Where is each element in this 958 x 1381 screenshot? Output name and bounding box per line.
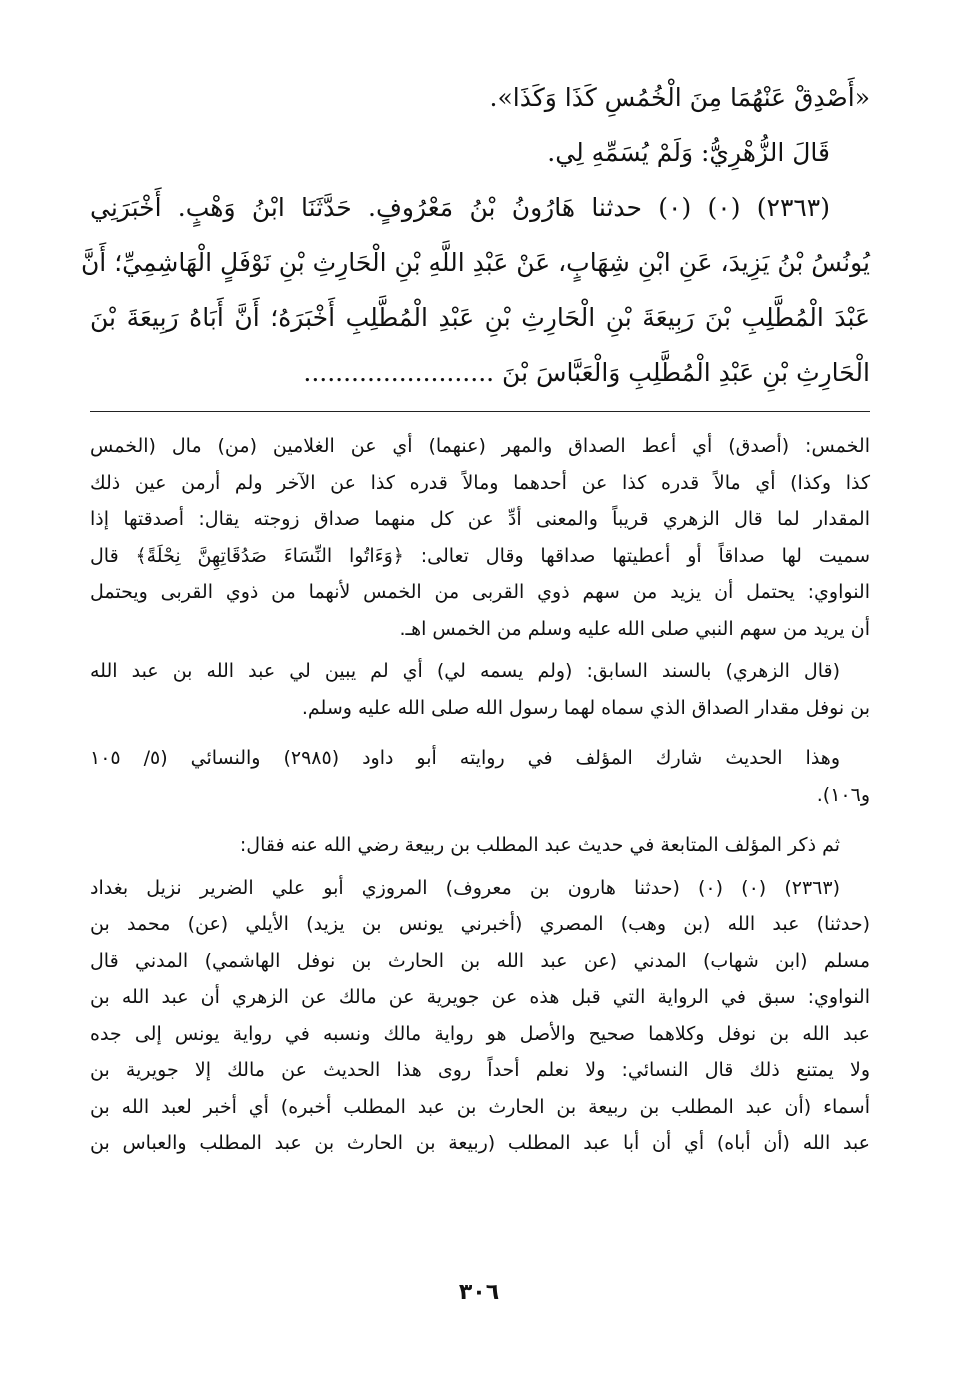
hadith-line: «أَصْدِقْ عَنْهُمَا مِنَ الْخُمُسِ كَذَا وَكَذَا». (489, 83, 870, 112)
commentary-paragraph-3 (90, 740, 870, 813)
commentary-line: ثم ذكر المؤلف المتابعة في حديث عبد المطلب بن ربيعة رضي الله عنه فقال: (239, 834, 840, 856)
commentary-line: بن نوفل مقدار الصداق الذي سماه لهما رسول الله صلى الله عليه وسلم. (301, 696, 870, 719)
commentary-line: عبد الله (أن أباه) أي أن أبا عبد المطلب (ربيعة بن الحارث بن عبد المطلب والعباس بن (90, 1132, 870, 1154)
commentary-line: المقدار لما قال الزهري قريباً والمعنى أدِّ عن كل منهما صداق زوجته يقال: أصدقتها إذا (90, 508, 870, 530)
commentary-line: و١٠٦). (816, 783, 870, 806)
commentary-line: عبد الله بن نوفل وكلاهما صحيح والأصل هو رواية مالك ونسبه في رواية يونس إلى جده (90, 1022, 870, 1045)
section-divider (90, 411, 870, 412)
commentary-line: الخمس: (أصدق) أي أعط الصداق والمهر (عنهما) أي عن الغلامين (من) مال (الخمس (90, 435, 870, 457)
commentary-paragraph-5 (90, 870, 870, 1162)
commentary-paragraph-1 (90, 428, 870, 647)
commentary-line: مسلم (ابن شهاب) المدني (عن عبد الله بن الحارث بن نوفل الهاشمي) المدني قال (90, 949, 870, 972)
commentary-line: النواوي: يحتمل أن يزيد من سهم ذوي القربى من الخمس لأنهما من ذوي القربى ويحتمل (90, 581, 870, 603)
hadith-line: قَالَ الزُّهْرِيُّ: وَلَمْ يُسَمِّهِ لِي. (547, 138, 830, 167)
commentary (90, 428, 870, 1162)
commentary-line: ولا يمتنع ذلك قال النسائي: ولا نعلم أحداً روى هذا الحديث عن مالك إلا جويرية بن (90, 1059, 870, 1081)
page-number: ٣٠٦ (458, 1280, 500, 1305)
commentary-line: (٢٣٦٣) (٠) (٠) (حدثنا هارون بن معروف) المروزي أبو علي الضرير نزيل بغداد (90, 876, 840, 899)
hadith-line: الْحَارِثِ بْنِ عَبْدِ الْمُطَّلِبِ وَالْعَبَّاسَ بْنَ ........................ (303, 358, 870, 387)
commentary-line: وهذا الحديث شارك المؤلف في روايته أبو داود (٢٩٨٥) والنسائي (٥/ ١٠٥ (90, 747, 840, 769)
commentary-paragraph-4 (90, 827, 870, 864)
commentary-line: أن يريد من سهم النبي صلى الله عليه وسلم من الخمس اهـ. (399, 617, 870, 640)
commentary-line: (قال الزهري) بالسند السابق: (ولم يسمه لي) أي لم يبين لي عبد الله بن عبد الله (90, 660, 840, 682)
commentary-line: النواوي: سبق في الرواية التي قبل هذه عن جويرية عن مالك عن الزهري أن عبد الله بن (90, 986, 870, 1008)
hadith-line: (٢٣٦٣) (٠) (٠) حدثنا هَارُونُ بْنُ مَعْرُوفٍ. حَدَّثَنَا ابْنُ وَهْبٍ. أَخْبَرَنِي (90, 193, 830, 222)
commentary-line: سميت لها صداقاً أو أعطيتها صداقها وقال تعالى: ﴿وَءَاتُوا النِّسَاءَ صَدُقَاتِهِنَّ نِحْلَةً﴾ قال (90, 544, 870, 567)
commentary-paragraph-2 (90, 653, 870, 726)
commentary-line: كذا وكذا) أي مالاً قدره كذا عن أحدهما ومالاً قدره كذا عن الآخر ولم أرمن عين ذلك (90, 471, 870, 494)
hadith-line: يُونُسُ بْنُ يَزِيدَ، عَنِ ابْنِ شِهَابٍ، عَنْ عَبْدِ اللَّهِ بْنِ الْحَارِثِ بْنِ نَوْفَلٍ الْهَاشِمِيِّ؛ أَنَّ (80, 248, 870, 277)
commentary-line: (حدثنا) عبد الله (بن وهب) المصري (أخبرني يونس بن يزيد) الأيلي (عن) محمد بن (90, 913, 870, 935)
hadith-line: عَبْدَ الْمُطَّلِبِ بْنَ رَبِيعَةَ بْنِ الْحَارِثِ بْنِ عَبْدِ الْمُطَّلِبِ أَخْبَرَهُ؛ أَنَّ أَبَاهُ رَبِيعَةَ بْنَ (90, 303, 870, 332)
commentary-line: أسماء (أن عبد المطلب بن ربيعة بن الحارث بن عبد المطلب أخبره) أي أخبر لعبد الله بن (90, 1095, 870, 1118)
hadith-text (80, 70, 870, 400)
